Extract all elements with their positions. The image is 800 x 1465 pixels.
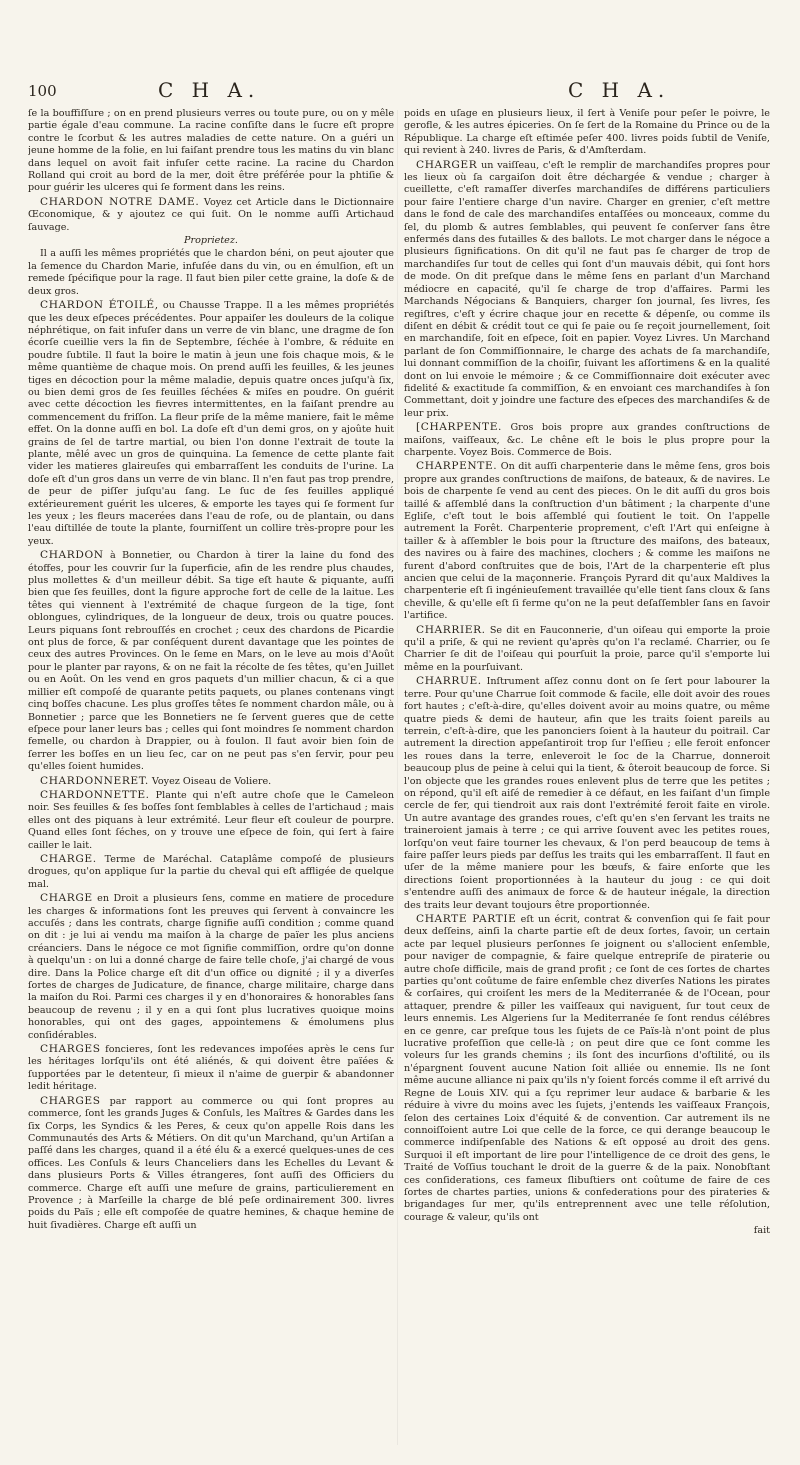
entry-paragraph [404, 421, 770, 459]
entry-text: Il a auſſi les mêmes propriétés que le chardon béni, on peut ajouter que la ſemence du Chardon Marie, infuſée dans du vin, ou en émulſion, eſt un remede ſpécifique pour la rage. Il faut bien piler cette graine, la doſe & de deux gros. [28, 248, 394, 297]
entry-headword: CHARGES [40, 1094, 101, 1107]
column-divider [397, 110, 398, 1445]
left-column [28, 108, 394, 1448]
entry-headword: CHARRIER. [416, 623, 486, 636]
entry-paragraph [404, 675, 770, 912]
entry-paragraph [404, 108, 770, 158]
entry-text: Se dit en Fauconnerie, d'un oiſeau qui emporte la proie qu'il a priſe, & qui ne revient qu'après qu'on l'a reclamé. Charrier, ou ſe Charrier ſe dit de l'oiſeau qui pourſuit la proie, parce qu'il s'emporte lui même en la pourſuivant. [404, 624, 770, 673]
entry-text: ou Chausse Trappe. Il a les mêmes propriétés que les deux eſpeces précédentes. Pour appaiſer les douleurs de la colique néphrétique, on fait infuſer dans un verre de vin blanc, une dragme de ſon écorſe cueillie vers la fin de Septembre, ſéchée à l'ombre, & réduite en poudre ſubtile. Il faut la boire le matin à jeun une fois chaque mois, & le même quantième de chaque mois. On prend auſſi les feuilles, & les jeunes tiges en décoction pour la même maladie, depuis quatre onces juſqu'à ſix, ou bien demi gros de ſes feuilles ſéchées & miſes en poudre. On guérit avec cette décoction les fievres intermittentes, en la faiſant prendre au commencement du friſſon. La fleur priſe de la même maniere, fait le même effet. On la donne auſſi en bol. La doſe eſt d'un demi gros, on y ajoûte huit grains de ſel de tartre martial, ou bien l'on donne l'extrait de toute la plante, mêlé avec un gros de quinquina. La ſemence de cette plante fait vider les matieres glaireuſes qui embarraſſent les conduits de l'urine. La doſe eſt d'un gros dans un verre de vin blanc. Il n'en faut pas trop prendre, de peur de piſſer juſqu'au ſang. Le ſuc de ſes feuilles appliqué extérieurement guérit les ulceres, & emporte les tayes qui ſe forment ſur les yeux ; les fleurs macerées dans l'eau de roſe, ou de plantain, ou dans l'eau diſtillée de toute la plante, fourniſſent un collire très-propre pour les yeux. [28, 300, 394, 547]
entry-headword: CHARDON [40, 549, 104, 562]
entry-headword: CHARRUE. [416, 675, 482, 688]
entry-text: un vaiſſeau, c'eſt le remplir de marchandiſes propres pour les lieux où ſa cargaiſon doit être déchargée & vendue ; charger à cueillette, c'eſt ramaſſer diverſes marchandiſes de différens particuliers pour faire l'entiere charge d'un navire. Charger en grenier, c'eſt mettre dans le fond de cale des marchandiſes entaſſées ou monceaux, comme du ſel, du plomb & autres ſemblables, qui peuvent ſe conſerver ſans être enfermés dans des futailles & des ballots. Le mot charger dans le négoce a plusieurs ſignifications. On dit qu'il ne faut pas ſe charger de trop de marchandiſes ſur tout de celles qui ſont d'un mauvais débit, qui ſont hors de mode. On dit preſque dans le même ſens en parlant d'un Marchand médiocre en capacité, qu'il ſe charge de trop d'affaires. Parmi les Marchands Négocians & Banquiers, charger ſon journal, ſes livres, ſes regiſtres, c'eſt y écrire chaque jour en recette & dépenſe, ou comme ils diſent en débit & crédit tout ce qui ſe paie ou ſe reçoit journellement, ſoit en marchandiſe, ſoit en eſpece, ſoit en papier. Voyez Livres. Un Marchand parlant de ſon Commiſſionnaire, le charge des achats de ſa marchandiſe, lui donnant commiſſion de la choiſir, ſuivant les aſſortimens & en la qualité dont on lui envoie le mémoire ; & ce Commiſſionnaire doit exécuter avec fidelité & exactitude ſa commiſſion, & en envoiant ces marchandiſes à ſon Commettant, doit y joindre une facture des eſpeces des marchandiſes & de leur prix. [404, 159, 770, 419]
entry-text: poids en uſage en plusieurs lieux, il ſert à Veniſe pour peſer le poivre, le gerofle, & les autres épiceries. On ſe ſert de la Romaine du Prince ou de la République. La charge eſt eſtimée peſer 400. livres poids ſubtil de Veniſe, qui revient à 240. livres de Paris, & d'Amſterdam. [404, 108, 770, 157]
entry-paragraph [28, 248, 394, 298]
entry-text: eſt un écrit, contrat & convenſion qui ſe fait pour deux deſſeins, ainſi la charte partie eſt de deux ſortes, ſavoir, un certain acte par lequel plusieurs perſonnes ſe joignent ou s'allocient enſemble, pour naviger de compagnie, & faire quelque entrepriſe de piraterie ou autre choſe difficile, mais de grand profit ; ce ſont de ces ſortes de chartes parties qu'ont coûtume de faire enſemble chez diverſes Nations les pirates & corſaires, qui croiſent les mers de la Mediterranée & de l'Ocean, pour attaquer, prendre & piller les vaiſſeaux qui naviguent, ſur tout ceux de leurs ennemis. Les Algeriens ſur la Mediterranée ſe ſont rendus célébres en ce genre, car preſque tous les ſujets de ce Païs-là n'ont point de plus lucrative profeſſion que celle-là ; on peut dire que ce ſont comme les voleurs ſur les grands chemins ; ils ſont des incurſions d'oſtilité, ou ils n'épargnent ſouvent aucune Nation ſoit alliée ou ennemie. Ils ne ſont même aucune alliance ni paix qu'ils n'y ſoient forcés comme il eſt arrivé du Regne de Louis XIV. qui a ſçu reprimer leur audace & barbarie & les réduire à vivre du moins avec les ſujets, j'entends les vaiſſeaux François, ſelon des certaines Loix d'équité & de convention. Car autrement ils ne connoiſſoient autre Loi que celle de la force, ce qui derange beaucoup le commerce indiſpenſable des Nations & eſt opposé au droit des gens. Surquoi il eſt important de lire pour l'intelligence de ce droit des gens, le Traité de Voſſius touchant le droit de la guerre & de la paix. Nonobſtant ces conſiderations, ces fameux ſlibuſtiers ont coûtume de faire de ces ſortes de chartes parties, unions & confederations pour des pirateries & brigandages ſur mer, qu'ils entreprennent avec une telle réſolution, courage & valeur, qu'ils ont [404, 914, 770, 1223]
entry-headword: CHARGE [40, 892, 93, 905]
entry-paragraph [28, 299, 394, 548]
entry-text: à Bonnetier, ou Chardon à tirer la laine du fond des étoffes, pour les couvrir ſur la ſuperficie, afin de les rendre plus chaudes, plus mollettes & d'un meilleur débit. Sa tige eſt haute & piquante, auſſi bien que ſes feuilles, dont la figure approche fort de celle de la laitue. Les têtes qui viennent à l'extrémité de chaque ſurgeon de la tige, ſont oblongues, cylindriques, de la longueur de deux, trois ou quatre pouces. Leurs piquans ſont rebrouſſés en crochet ; ceux des chardons de Picardie ont plus de force, & par conſéquent durent davantage que les pointes de ceux des autres Provinces. On le ſeme en Mars, on le leve au mois d'Août pour le planter par rayons, & on ne fait la récolte de ſes têtes, qu'en Juillet ou en Août. On les vend en gros paquets d'un millier chacun, & ci a que millier eſt compoſé de quarante petits paquets, ou planes contenans vingt cinq boſſes chacune. Les plus groſſes têtes ſe nomment chardon mâle, ou à Bonnetier ; parce que les Bonnetiers ne ſe ſervent gueres que de cette eſpece pour laner leurs bas ; celles qui ſont moindres ſe nomment chardon femelle, ou chardon à Drappier, ou à foulon. Il faut avoir bien ſoin de ſerrer les boſſes en un lieu ſec, car on ne peut pas s'en ſervir, pour peu qu'elles ſoient humides. [28, 550, 394, 773]
entry-paragraph [28, 1095, 394, 1232]
entry-text: Inſtrument aſſez connu dont on ſe ſert pour labourer la terre. Pour qu'une Charrue ſoit commode & facile, elle doit avoir des roues fort hautes ; c'eſt-à-dire, qu'elles doivent avoir au moins quatre, ou même quatre pieds & demi de hauteur, afin que les traits ſoient pareils au terrein, c'eſt-à-dire, que les panonciers ſoient à la hauteur du poitrail. Car autrement la direction appeſantiroit trop ſur l'eſſieu ; elle feroit enfoncer les roues dans la terre, enleveroit le ſoc de la Charrue, donneroit beaucoup plus de peine à celui qui la tient, & ôteroit beaucoup de force. Si l'on objecte que les grandes roues enlevent plus de terre que les petites ; on répond, qu'il eſt aiſé de remedier à ce défaut, en les faiſant d'un ſimple cercle de fer, qui tiendroit aux rais dont l'extrémité feroit faite en virole. Un autre avantage des grandes roues, c'eſt qu'en s'en ſervant les traits ne traineroient jamais à terre ; ce qui arrive ſouvent avec les petites roues, lorſqu'on veut faire tourner les chevaux, & l'on perd beaucoup de tems à faire paſſer leurs pieds par deſſus les traits qui les embarraſſent. Il faut en uſer de la même maniere pour les bœufs, & faire enſorte que les directions ſoient proportionnées à la hauteur du joug : ce qui doit s'entendre auſſi des animaux de force & de hauteur inégale, la direction des traits leur devant toujours être proportionnée. [404, 676, 770, 911]
entry-paragraph [28, 853, 394, 891]
entry-text: foncieres, ſont les redevances impoſées après le cens ſur les héritages lorſqu'ils ont été aliénés, & qui doivent être païées & ſupportées par le detenteur, ſi mieux il n'aime de guerpir & abandonner ledit héritage. [28, 1044, 394, 1093]
entry-text: par rapport au commerce ou qui ſont propres au commerce, ſont les grands Juges & Conſuls, les Maîtres & Gardes dans les ſix Corps, les Syndics & les Peres, & ceux qu'on appelle Rois dans les Communautés des Arts & Métiers. On dit qu'un Marchand, qu'un Artiſan a paſſé dans les charges, quand il a été élu & a exercé quelques-unes de ces offices. Les Conſuls & leurs Chanceliers dans les Echelles du Levant & dans plusieurs Ports & Villes étrangeres, ſont auſſi des Officiers du commerce. Charge eſt auſſi une meſure de grains, particulierement en Provence ; à Marſeille la charge de blé peſe ordinairement 300. livres poids du Païs ; elle eſt compoſée de quatre hemines, & chaque hemine de huit ſivadières. Charge eſt auſſi un [28, 1095, 394, 1231]
entry-text: Gros bois propre aux grandes conſtructions de maiſons, vaiſſeaux, &c. Le chêne eſt le bois le plus propre pour la charpente. Voyez Bois. Commerce de Bois. [404, 422, 770, 458]
entry-paragraph [404, 159, 770, 421]
entry-headword: CHARTE PARTIE [416, 913, 517, 925]
header-left: C H A. [158, 78, 261, 102]
entry-paragraph [28, 789, 394, 852]
entry-paragraph [28, 108, 394, 195]
entry-text: Plante qui n'eſt autre choſe que le Cameleon noir. Ses feuilles & ſes boſſes ſont ſemblables à celles de l'artichaud ; mais elles ont des piquans à leur extrémité. Leur fleur eſt couleur de pourpre. Quand elles ſont ſéches, on y trouve une eſpece de foin, qui ſert à faire cailler le lait. [28, 789, 394, 851]
entry-headword: CHARDONNERET. [40, 774, 149, 787]
entry-paragraph [28, 775, 394, 788]
entry-headword: CHARDONNETTE. [40, 788, 150, 801]
entry-paragraph [404, 460, 770, 622]
catchword: fait [753, 1225, 770, 1237]
entry-text: On dit auſſi charpenterie dans le même ſens, gros bois propre aux grandes conſtructions de maiſons, de bateaux, & de navires. Le bois de charpente ſe vend au cent des pieces. On le dit auſſi du gros bois taillé & aſſemblé dans la conſtruction d'un bâtiment ; la charpente d'une Egliſe, c'eſt tout le bois aſſemblé qui ſoutient le toit. On l'appelle autrement la Forêt. Charpenterie proprement, c'eſt l'Art qui enſeigne à tailler & à aſſembler le bois pour la ſtructure des maiſons, des bateaux, des navires ou à faire des machines, clochers ; & comme les maiſons ne furent d'abord conſtruites que de bois, l'Art de la charpenterie eſt plus ancien que celui de la maçonnerie. François Pyrard dit qu'aux Maldives la charpenterie eſt ſi ingénieuſement travaillée qu'elle tient ſans cloux & ſans cheville, & qu'elle eſt ſi ferme qu'on ne la peut deſaſſembler ſans en ſavoir l'artifice. [404, 461, 770, 622]
page-number: 100 [28, 82, 57, 100]
entry-headword: CHARPENTE. [416, 460, 498, 473]
entry-headword: [CHARPENTE. [416, 421, 503, 434]
entry-paragraph [28, 892, 394, 1042]
entry-headword: CHARDON ÉTOILÉ, [40, 299, 159, 312]
entry-paragraph [28, 196, 394, 234]
entry-paragraph [404, 624, 770, 675]
header-right: C H A. [568, 78, 671, 102]
entry-text: Terme de Maréchal. Cataplâme compoſé de plusieurs drogues, qu'on applique ſur la partie du cheval qui eſt affligée de quelque mal. [28, 853, 394, 890]
entry-headword: CHARDON NOTRE DAME. [40, 195, 200, 208]
entry-text: Voyez cet Article dans le Dictionnaire Œconomique, & y ajoutez ce qui ſuit. On le nomme auſſi Artichaud ſauvage. [28, 196, 394, 233]
running-header [28, 78, 772, 104]
entry-headword: CHARGER [416, 158, 478, 171]
entry-paragraph [404, 913, 770, 1224]
entry-paragraph [28, 549, 394, 773]
section-subheading: Proprietez. [184, 235, 238, 247]
entry-headword: CHARGE. [40, 852, 97, 865]
entry-headword: CHARGES [40, 1043, 101, 1056]
entry-text: ſe la bouffiſſure ; on en prend plusieurs verres ou toute pure, ou on y mêle partie égale d'eau commune. La racine conſiſte dans le ſucre eſt propre contre le ſcorbut & les autres maladies de cette nature. On a guéri un jeune homme de la folie, en lui faiſant prendre tous les matins du vin blanc dans lequel on avoit fait infuſer cette racine. La racine du Chardon Rolland qui croit au bord de la mer, doit être préférée pour la phtiſie & pour guérir les ulceres qui ſe forment dans les reins. [28, 108, 394, 194]
entry-text: en Droit a plusieurs ſens, comme en matiere de procedure les charges & informations ſont les preuves qui ſervent à convaincre les accuſés ; dans les contrats, charge ſignifie auſſi condition ; comme quand on dit : je lui ai vendu ma maiſon à la charge de païer les plus anciens créanciers. Dans le négoce ce mot ſignifie commiſſion, ordre qu'on donne à quelqu'un : on lui a donné charge de faire telle choſe, j'ai chargé de vous dire. Dans la Police charge eſt dit d'un office ou dignité ; il y a diverſes ſortes de charges de Judicature, de finance, charge militaire, charge dans la maiſon du Roi. Parmi ces charges il y en d'honoraires & honorables ſans beaucoup de revenu ; il y en a qui ſont plus lucratives quoique moins honorables, qui ont des gages, appointemens & émolumens plus conſidérables. [28, 893, 394, 1041]
right-column [404, 108, 770, 1448]
entry-text: Voyez Oiseau de Voliere. [148, 775, 272, 787]
entry-paragraph [28, 1043, 394, 1094]
